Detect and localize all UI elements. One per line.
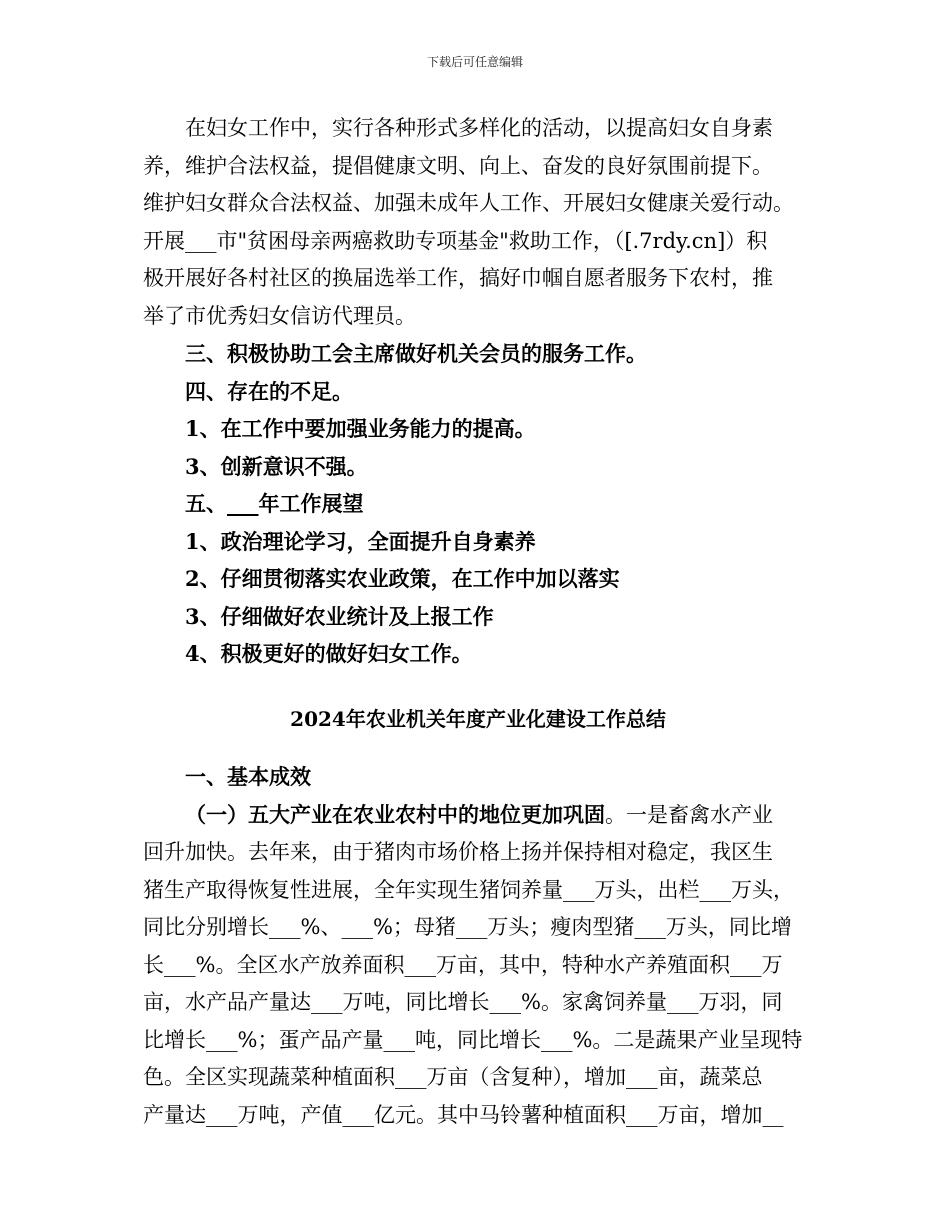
text-line: 色。全区实现蔬菜种植面积___万亩（含复种），增加___亩，蔬菜总 <box>143 1065 763 1089</box>
text-line: 举了市优秀妇女信访代理员。 <box>143 303 416 328</box>
section-heading-three: 三、积极协助工会主席做好机关会员的服务工作。 <box>185 341 647 366</box>
list-item: 3、仔细做好农业统计及上报工作 <box>185 603 494 629</box>
text-line: 极开展好各村社区的换届选举工作，搞好巾帼自愿者服务下农村，推 <box>143 266 773 290</box>
text-line: 养，维护合法权益，提倡健康文明、向上、奋发的良好氛围前提下。 <box>143 153 773 178</box>
paragraph-women-work <box>143 110 813 335</box>
text-line: 比增长___%；蛋产品产量___吨，同比增长___%。二是蔬果产业呈现特 <box>143 1027 803 1052</box>
text-line: 长___%。全区水产放养面积___万亩，其中，特种水产养殖面积___万 <box>143 952 783 977</box>
text-line: 开展___市"贫困母亲两癌救助专项基金"救助工作，（[.7rdy.cn]）积 <box>143 228 768 253</box>
text-line: 回升加快。去年来，由于猪肉市场价格上扬并保持相对稳定，我区生 <box>143 840 773 864</box>
list-item: 2、仔细贯彻落实农业政策，在工作中加以落实 <box>185 566 620 591</box>
text-line: 产量达___万吨，产值___亿元。其中马铃薯种植面积___万亩，增加__ <box>143 1102 784 1127</box>
bold-lead: （一）五大产业在农业农村中的地位更加巩固 <box>185 801 605 827</box>
section-heading-five: 五、___年工作展望 <box>185 491 364 516</box>
text-line: 亩，水产品产量达___万吨，同比增长___%。家禽饲养量___万羽，同 <box>143 990 783 1014</box>
text-line: 同比分别增长___%、___%；母猪___万头；瘦肉型猪___万头，同比增 <box>143 915 792 939</box>
text-line: 维护妇女群众合法权益、加强未成年人工作、开展妇女健康关爱行动。 <box>143 191 794 215</box>
list-item: 3、创新意识不强。 <box>185 453 368 479</box>
list-item: 4、积极更好的做好妇女工作。 <box>185 641 473 666</box>
section-items <box>143 335 813 673</box>
section-heading-four: 四、存在的不足。 <box>185 378 353 404</box>
page-header-note: 下载后可任意编辑 <box>426 55 523 69</box>
document-body <box>143 110 813 1134</box>
lead-rest: 。一是畜禽水产业 <box>605 802 773 827</box>
list-item: 1、政治理论学习，全面提升自身素养 <box>185 528 536 554</box>
text-line <box>143 796 813 835</box>
paragraph-industry <box>143 796 813 1135</box>
text-line: 在妇女工作中，实行各种形式多样化的活动，以提高妇女自身素 <box>185 116 773 140</box>
list-item: 1、在工作中要加强业务能力的提高。 <box>185 416 536 441</box>
subheading-basic-results: 一、基本成效 <box>185 764 311 789</box>
text-line: 猪生产取得恢复性进展，全年实现生猪饲养量___万头，出栏___万头， <box>143 877 794 902</box>
document-title: 2024年农业机关年度产业化建设工作总结 <box>290 706 666 731</box>
